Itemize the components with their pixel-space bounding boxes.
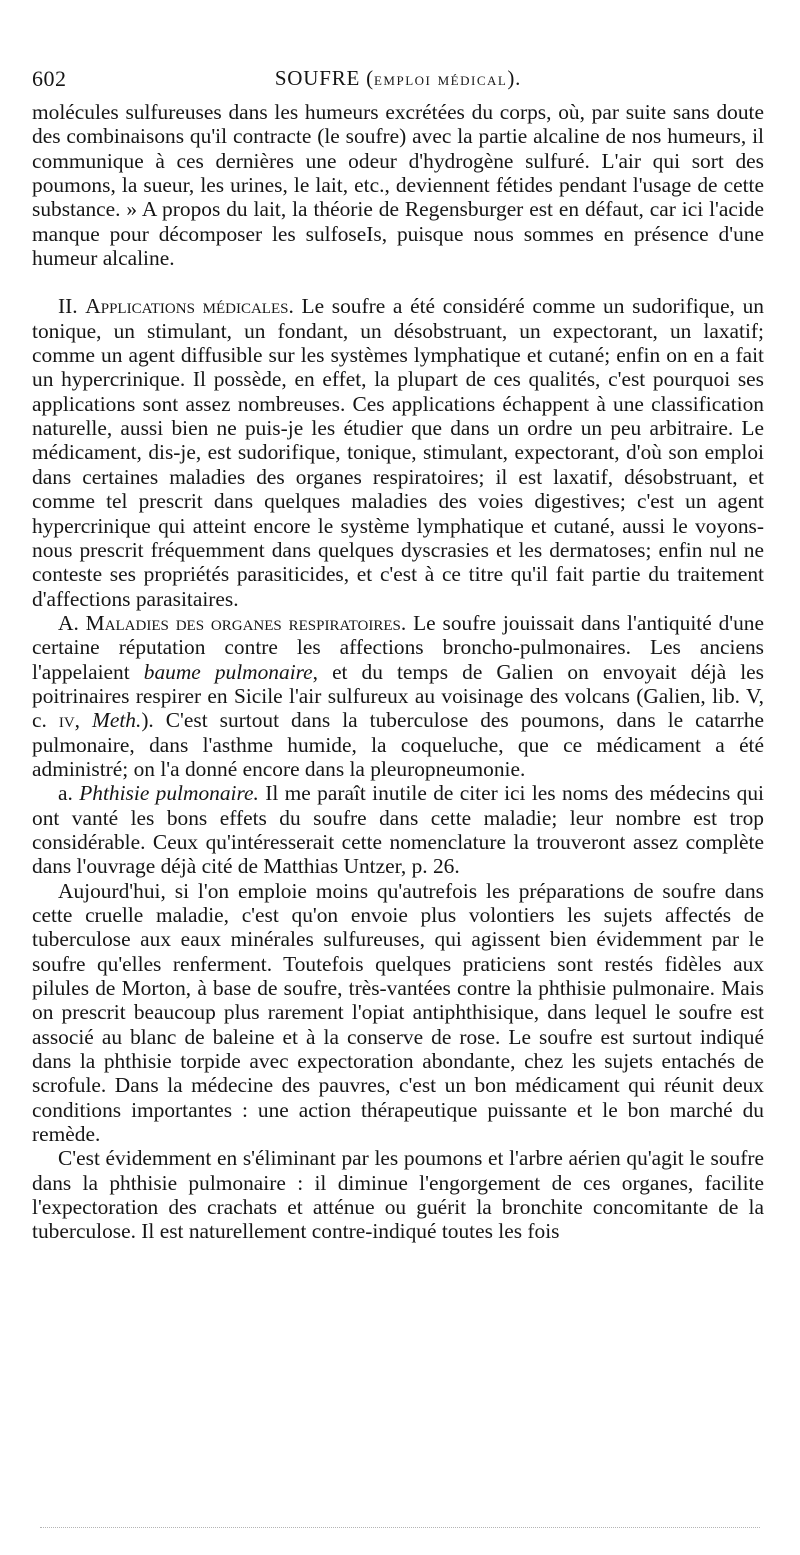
running-title-main: SOUFRE (: [274, 66, 374, 90]
paragraph-applications: [32, 294, 764, 610]
text-fragment: Le soufre jouissait dans l'antiquité d'une certaine réputation contre les affections broncho-pulmonaires. Les anciens l'appelaient: [32, 610, 764, 684]
subsection-letter: A.: [58, 610, 86, 635]
text-fragment: Il me paraît inutile de citer ici les noms des médecins qui ont vanté les bons effets du soufre dans cette maladie; leur nombre est trop considérable. Ceux qu'intéresserait cette nomenclature la trouveront assez complète dans l'ouvrage déjà cité de Matthias Untzer, p. 26.: [32, 781, 764, 879]
roman-numeral: iv: [58, 708, 75, 733]
subsection-letter: a.: [58, 781, 80, 806]
paragraph-elimination: C'est évidemment en s'éliminant par les poumons et l'arbre aérien qu'agit le soufre dans la phthisie pulmonaire : il diminue l'engorgement de ces organes, facilite l'expectoration des crachats et atténue ou guérit la bronchite concomitante de la tuberculose. Il est naturellement contre-indiqué toutes les fois: [32, 1146, 764, 1244]
paragraph-phthisis: [32, 781, 764, 878]
footer-dotted-rule: [40, 1527, 760, 1528]
paragraph-respiratory: [32, 611, 764, 781]
subsection-heading-respiratory: Maladies des organes respiratoires.: [85, 610, 407, 635]
running-title: [32, 66, 764, 91]
italic-term: baume pulmonaire: [143, 659, 313, 684]
section-number: II.: [58, 294, 86, 319]
text-fragment: , et du temps de Galien on envoyait déjà les poitrinaires respirer en Sicile l'air sulfureux au voisinage des volcans (Galien, lib. V, c.: [32, 659, 765, 733]
subsection-heading-phthisis: Phthisie pulmonaire.: [79, 781, 259, 806]
text-fragment: ). C'est surtout dans la tuberculose des poumons, dans le catarrhe pulmonaire, dans l'asthme humide, la coqueluche, que ce médicament a été administré; on l'a donné encore dans la pleuropneumonie.: [32, 708, 764, 781]
section-heading-applications: Applications médicales.: [85, 294, 294, 319]
running-title-end: ).: [507, 66, 522, 90]
section-text: Le soufre a été considéré comme un sudorifique, un tonique, un stimulant, un fondant, un désobstruant, un expectorant, un laxatif; comme un agent diffusible sur les systèmes lymphatique et cutané; enfin on en a fait un hypercrinique. Il possède, en effet, la plupart de ces qualités, c'est pourquoi ses applications sont assez nombreuses. Ces applications échappent à une classification naturelle, aussi bien ne puis-je les étudier que dans un ordre un peu arbitraire. Le médicament, dis-je, est sudorifique, tonique, stimulant, expectorant, d'où son emploi dans certaines maladies des organes respiratoires; il est laxatif, désobstruant, et comme tel prescrit dans quelques maladies des voies digestives; c'est un agent hypercrinique qui atteint encore le système lymphatique et cutané, aussi le voyons-nous prescrit fréquemment dans quelques dyscrasies et les dermatoses; enfin nul ne conteste ses propriétés parasiticides, et c'est à ce titre qu'il fait partie du traitement d'affections parasitaires.: [32, 294, 764, 611]
italic-reference: Meth.: [92, 708, 142, 733]
page-header: [32, 66, 764, 94]
running-title-subtitle: emploi médical: [373, 69, 508, 90]
body-text: [32, 100, 764, 1244]
text-fragment: ,: [74, 708, 92, 733]
paragraph-intro: molécules sulfureuses dans les humeurs excrétées du corps, où, par suite sans doute des combinaisons qu'il contracte (le soufre) avec la partie alcaline de nos humeurs, il communique à ces dernières une odeur d'hydrogène sulfuré. L'air qui sort des poumons, la sueur, les urines, le lait, etc., deviennent fétides pendant l'usage de cette substance. » A propos du lait, la théorie de Regensburger est en défaut, car ici l'acide manque pour décomposer les sulfoseIs, puisque nous sommes en présence d'une humeur alcaline.: [32, 100, 764, 271]
page-number: 602: [32, 66, 67, 91]
paragraph-today: Aujourd'hui, si l'on emploie moins qu'autrefois les préparations de soufre dans cette cruelle maladie, c'est qu'on envoie plus volontiers les sujets affectés de tuberculose aux eaux minérales sulfureuses, qui agissent bien évidemment par le soufre qu'elles renferment. Toutefois quelques praticiens sont restés fidèles aux pilules de Morton, à base de soufre, très-vantées contre la phthisie pulmonaire. Mais on prescrit beaucoup plus rarement l'opiat antiphthisique, dans lequel le soufre est associé au blanc de baleine et à la conserve de rose. Le soufre est surtout indiqué dans la phthisie torpide avec expectoration abondante, chez les sujets entachés de scrofule. Dans la médecine des pauvres, c'est un bon médicament qui réunit deux conditions importantes : une action thérapeutique puissante et le bon marché du remède.: [32, 878, 764, 1147]
